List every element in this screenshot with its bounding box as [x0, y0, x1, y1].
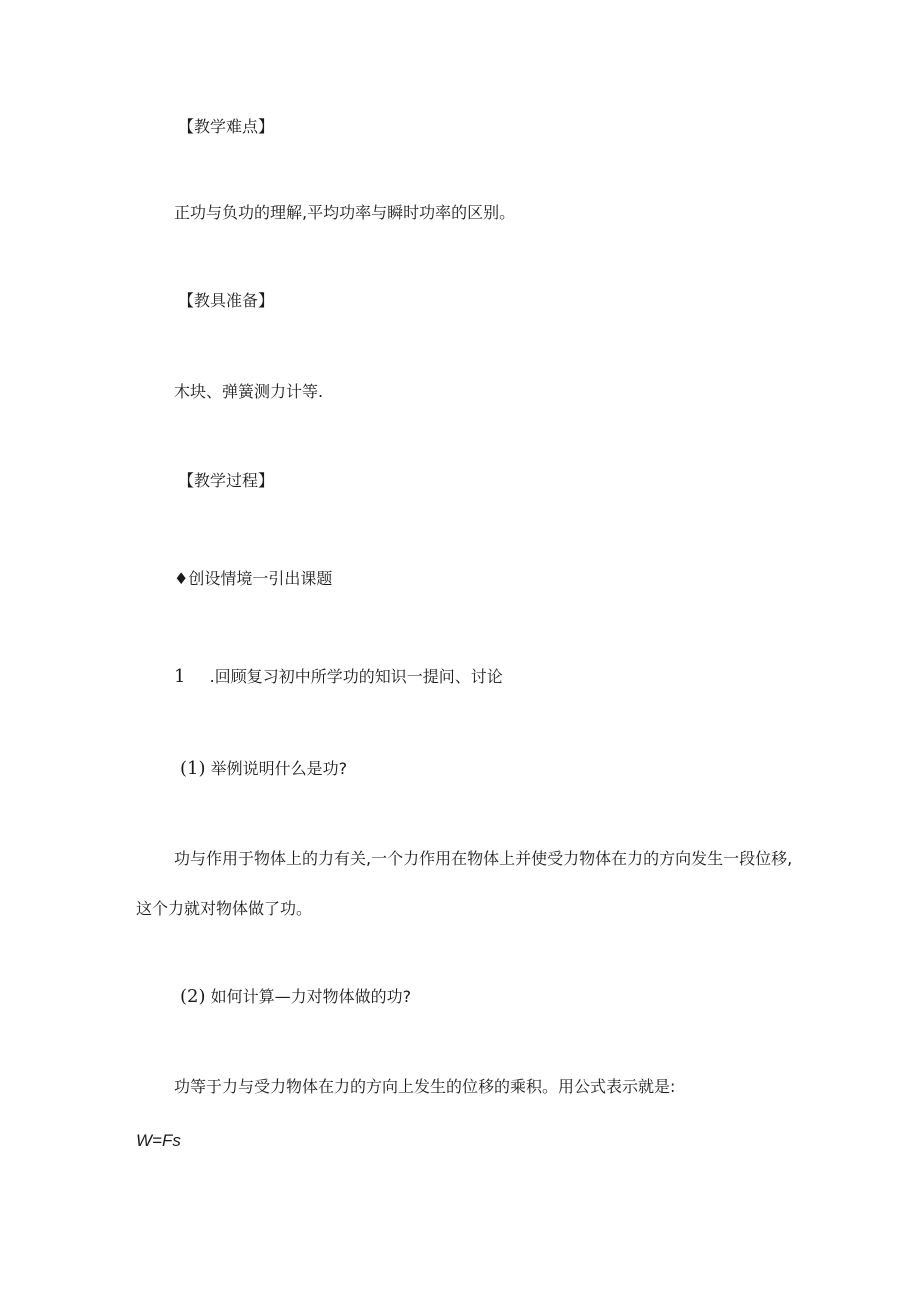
answer-1-line-2: 这个力就对物体做了功。	[136, 899, 313, 918]
item-1-text: .回顾复习初中所学功的知识一提问、讨论	[209, 667, 503, 686]
answer-1-line-1: 功与作用于物体上的力有关,一个力作用在物体上并使受力物体在力的方向发生一段位移,	[174, 849, 793, 868]
scenario-title: ♦创设情境一引出课题	[174, 569, 333, 588]
tools-heading: 【教具准备】	[178, 291, 275, 310]
question-1	[180, 758, 347, 780]
question-2-text: 如何计算—力对物体做的功?	[210, 987, 412, 1006]
question-1-text: 举例说明什么是功?	[210, 759, 348, 778]
difficulty-heading: 【教学难点】	[178, 117, 275, 136]
item-1	[174, 666, 503, 688]
work-formula: W=Fs	[136, 1131, 181, 1150]
process-heading: 【教学过程】	[178, 471, 275, 490]
difficulty-text: 正功与负功的理解,平均功率与瞬时功率的区别。	[174, 203, 516, 222]
question-2-label: (2)	[180, 986, 206, 1007]
item-1-number: 1	[174, 666, 186, 687]
question-1-label: (1)	[180, 758, 206, 779]
tools-text: 木块、弹簧测力计等.	[174, 382, 324, 401]
answer-2-line-1: 功等于力与受力物体在力的方向上发生的位移的乘积。用公式表示就是:	[174, 1077, 676, 1096]
question-2	[180, 986, 411, 1008]
